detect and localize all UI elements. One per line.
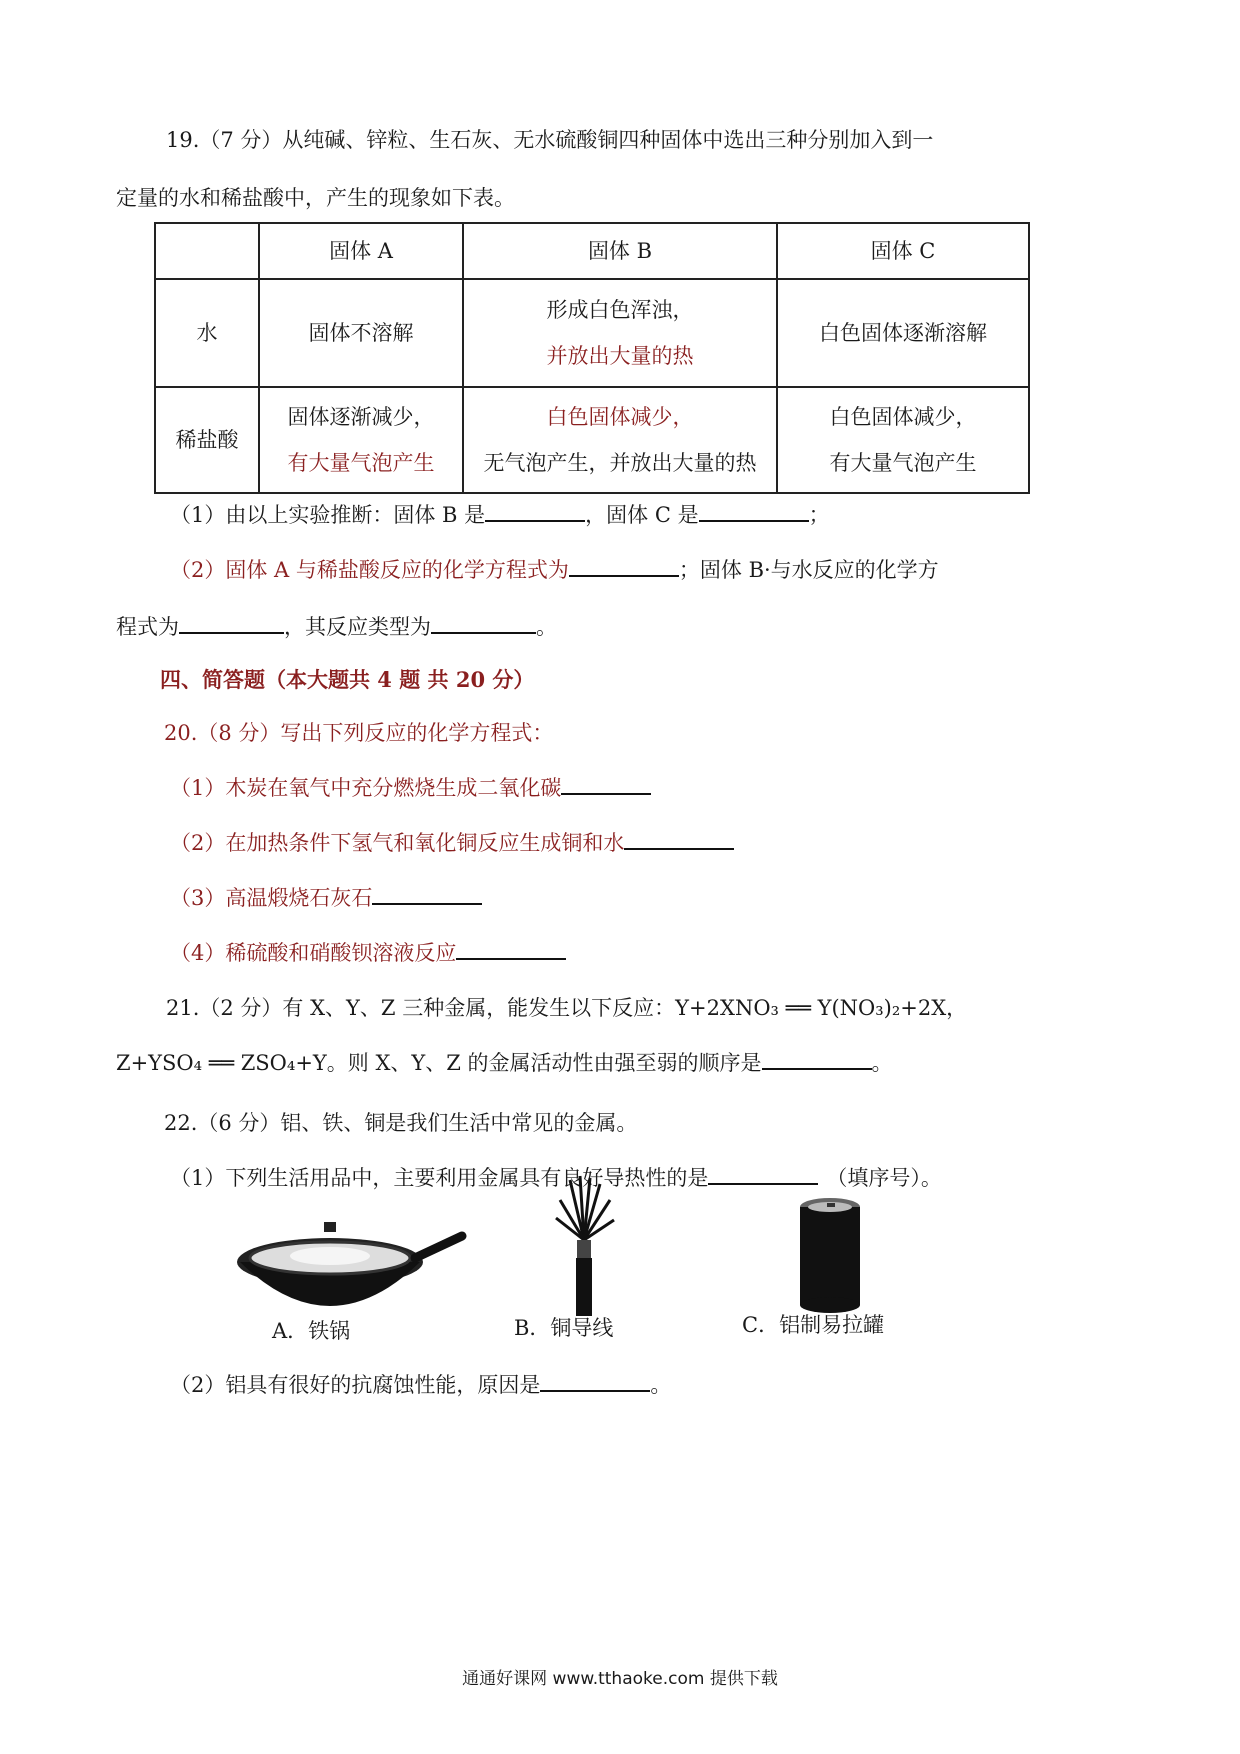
q20-item-4: （4）稀硫酸和硝酸钡溶液反应 [170, 938, 566, 968]
answer-blank[interactable] [179, 612, 284, 634]
table-row-label-water: 水 [155, 279, 259, 387]
answer-blank[interactable] [708, 1163, 818, 1185]
q22-title: 22.（6 分）铝、铁、铜是我们生活中常见的金属。 [164, 1111, 638, 1135]
q20-item-3: （3）高温煅烧石灰石 [170, 883, 482, 913]
table-cell: 固体逐渐减少， 有大量气泡产生 [259, 387, 463, 493]
q20-item-2: （2）在加热条件下氢气和氧化铜反应生成铜和水 [170, 828, 734, 858]
answer-blank[interactable] [569, 555, 679, 577]
q19-sub2-cont: 程式为 ，其反应类型为 。 [116, 612, 557, 642]
table-cell: 白色固体减少， 有大量气泡产生 [777, 387, 1029, 493]
q22-sub2: （2）铝具有很好的抗腐蚀性能，原因是 。 [170, 1370, 671, 1400]
answer-blank[interactable] [699, 500, 809, 522]
q20-title: 20.（8 分）写出下列反应的化学方程式： [164, 721, 554, 745]
table-header-solid-b: 固体 B [463, 223, 777, 279]
answer-blank[interactable] [561, 773, 651, 795]
q21-line1: 21.（2 分）有 X、Y、Z 三种金属，能发生以下反应：Y+2XNO₃ ══ Y(NO₃)₂+2X， [166, 996, 968, 1020]
caption-b: B．铜导线 [514, 1316, 614, 1340]
table-cell: 形成白色浑浊， 并放出大量的热 [463, 279, 777, 387]
aluminum-can-icon [795, 1195, 865, 1315]
table-cell: 白色固体减少， 无气泡产生，并放出大量的热 [463, 387, 777, 493]
answer-blank[interactable] [372, 883, 482, 905]
q19-sub1: （1）由以上实验推断：固体 B 是 ，固体 C 是 ； [170, 500, 830, 530]
table-row-label-dilute-hcl: 稀盐酸 [155, 387, 259, 493]
table-header-solid-c: 固体 C [777, 223, 1029, 279]
caption-c: C．铝制易拉罐 [742, 1313, 885, 1337]
answer-blank[interactable] [485, 500, 585, 522]
q20-item-1: （1）木炭在氧气中充分燃烧生成二氧化碳 [170, 773, 651, 803]
q19-sub2: （2）固体 A 与稀盐酸反应的化学方程式为 ；固体 B·与水反应的化学方 [170, 555, 939, 585]
table-header-solid-a: 固体 A [259, 223, 463, 279]
section-heading: 四、简答题（本大题共 4 题 共 20 分） [160, 667, 535, 692]
answer-blank[interactable] [456, 938, 566, 960]
caption-a: A．铁锅 [272, 1319, 351, 1343]
q22-sub1: （1）下列生活用品中，主要利用金属具有良好导热性的是 （填序号）。 [170, 1163, 942, 1193]
q19-line1: 19.（7 分）从纯碱、锌粒、生石灰、无水硫酸铜四种固体中选出三种分别加入到一 [166, 128, 934, 152]
q21-line2: Z+YSO₄ ══ ZSO₄+Y。则 X、Y、Z 的金属活动性由强至弱的顺序是 。 [116, 1048, 893, 1078]
table-header-empty [155, 223, 259, 279]
answer-blank[interactable] [431, 612, 536, 634]
answer-blank[interactable] [540, 1370, 650, 1392]
iron-wok-icon [230, 1200, 470, 1330]
footer-watermark: 通通好课网 www.tthaoke.com 提供下载 [462, 1669, 778, 1689]
table-cell: 固体不溶解 [259, 279, 463, 387]
answer-blank[interactable] [762, 1048, 872, 1070]
copper-wire-icon [550, 1170, 620, 1320]
q19-line2: 定量的水和稀盐酸中，产生的现象如下表。 [116, 186, 515, 210]
answer-blank[interactable] [624, 828, 734, 850]
experiment-table [154, 222, 1030, 494]
table-cell: 白色固体逐渐溶解 [777, 279, 1029, 387]
